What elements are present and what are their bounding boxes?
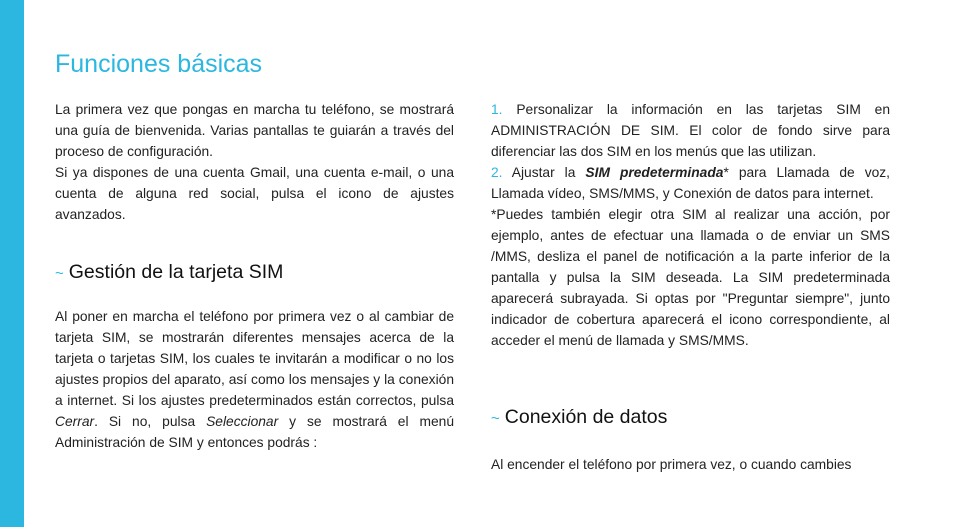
heading-marker: ~: [55, 265, 64, 282]
sim-section-body: [55, 306, 454, 453]
side-accent-bar: [0, 0, 24, 527]
page-title: Funciones básicas: [55, 50, 263, 78]
sim-text-1: Al poner en marcha el teléfono por primera vez o al cambiar de tarjeta SIM, se mostrarán diferentes mensajes acerca de la tarjeta o tarjetas SIM, los cuales te invitarán a modificar o no los ajustes propios del aparato, así como los mensajes y la conexión a internet. Si los ajustes predeterminados están correctos, pulsa: [55, 309, 454, 408]
heading-label: Gestión de la tarjeta SIM: [68, 261, 284, 283]
intro-text: [55, 99, 454, 225]
sim-text-2: . Si no, pulsa: [94, 414, 207, 429]
sim-text-3: y se mostrará el menú Administración de SIM y entonces podrás :: [55, 414, 454, 450]
step-1: [491, 99, 890, 162]
step-2-text-post: * para Llamada de voz, Llamada vídeo, SMS/MMS, y Conexión de datos para internet.: [491, 165, 891, 201]
close-option-text: Cerrar: [55, 414, 95, 429]
data-paragraph: Al encender el teléfono por primera vez, o cuando cambies: [491, 457, 852, 472]
intro-paragraph-1: La primera vez que pongas en marcha tu teléfono, se mostrará una guía de bienvenida. Varias pantallas te guiarán a través del proceso de configuración.: [55, 102, 454, 159]
step-2-number: 2.: [491, 165, 503, 180]
step-2-text-pre: Ajustar la: [502, 165, 586, 180]
step-2: [491, 162, 890, 204]
heading-label: Conexión de datos: [504, 406, 668, 428]
intro-paragraph-2: Si ya dispones de una cuenta Gmail, una cuenta e-mail, o una cuenta de alguna red social, pulsa el icono de ajustes avanzados.: [55, 165, 454, 222]
section-heading-sim: [55, 261, 283, 284]
sim-paragraph: [55, 306, 454, 453]
select-option-text: Seleccionar: [206, 414, 279, 429]
sim-steps: [491, 99, 890, 351]
footnote: *Puedes también elegir otra SIM al realizar una acción, por ejemplo, antes de efectuar una llamada o de enviar un SMS /MMS, desliza el panel de notificación a la parte inferior de la pantalla y pulsa la SIM deseada. La SIM predeterminada aparecerá subrayada. Si optas por "Preguntar siempre", junto indicador de cobertura aparecerá el icono correspondiente, al acceder el menú de llamada y SMS/MMS.: [491, 207, 890, 348]
data-section-body: [491, 454, 890, 475]
section-heading-data: [491, 406, 667, 429]
default-sim-term: SIM predeterminada: [585, 165, 724, 180]
step-1-text: Personalizar la información en las tarjetas SIM en ADMINISTRACIÓN DE SIM. El color de fondo sirve para diferenciar las dos SIM en los menús que las utilizan.: [491, 102, 890, 159]
step-1-number: 1.: [491, 102, 503, 117]
heading-marker: ~: [491, 410, 500, 427]
